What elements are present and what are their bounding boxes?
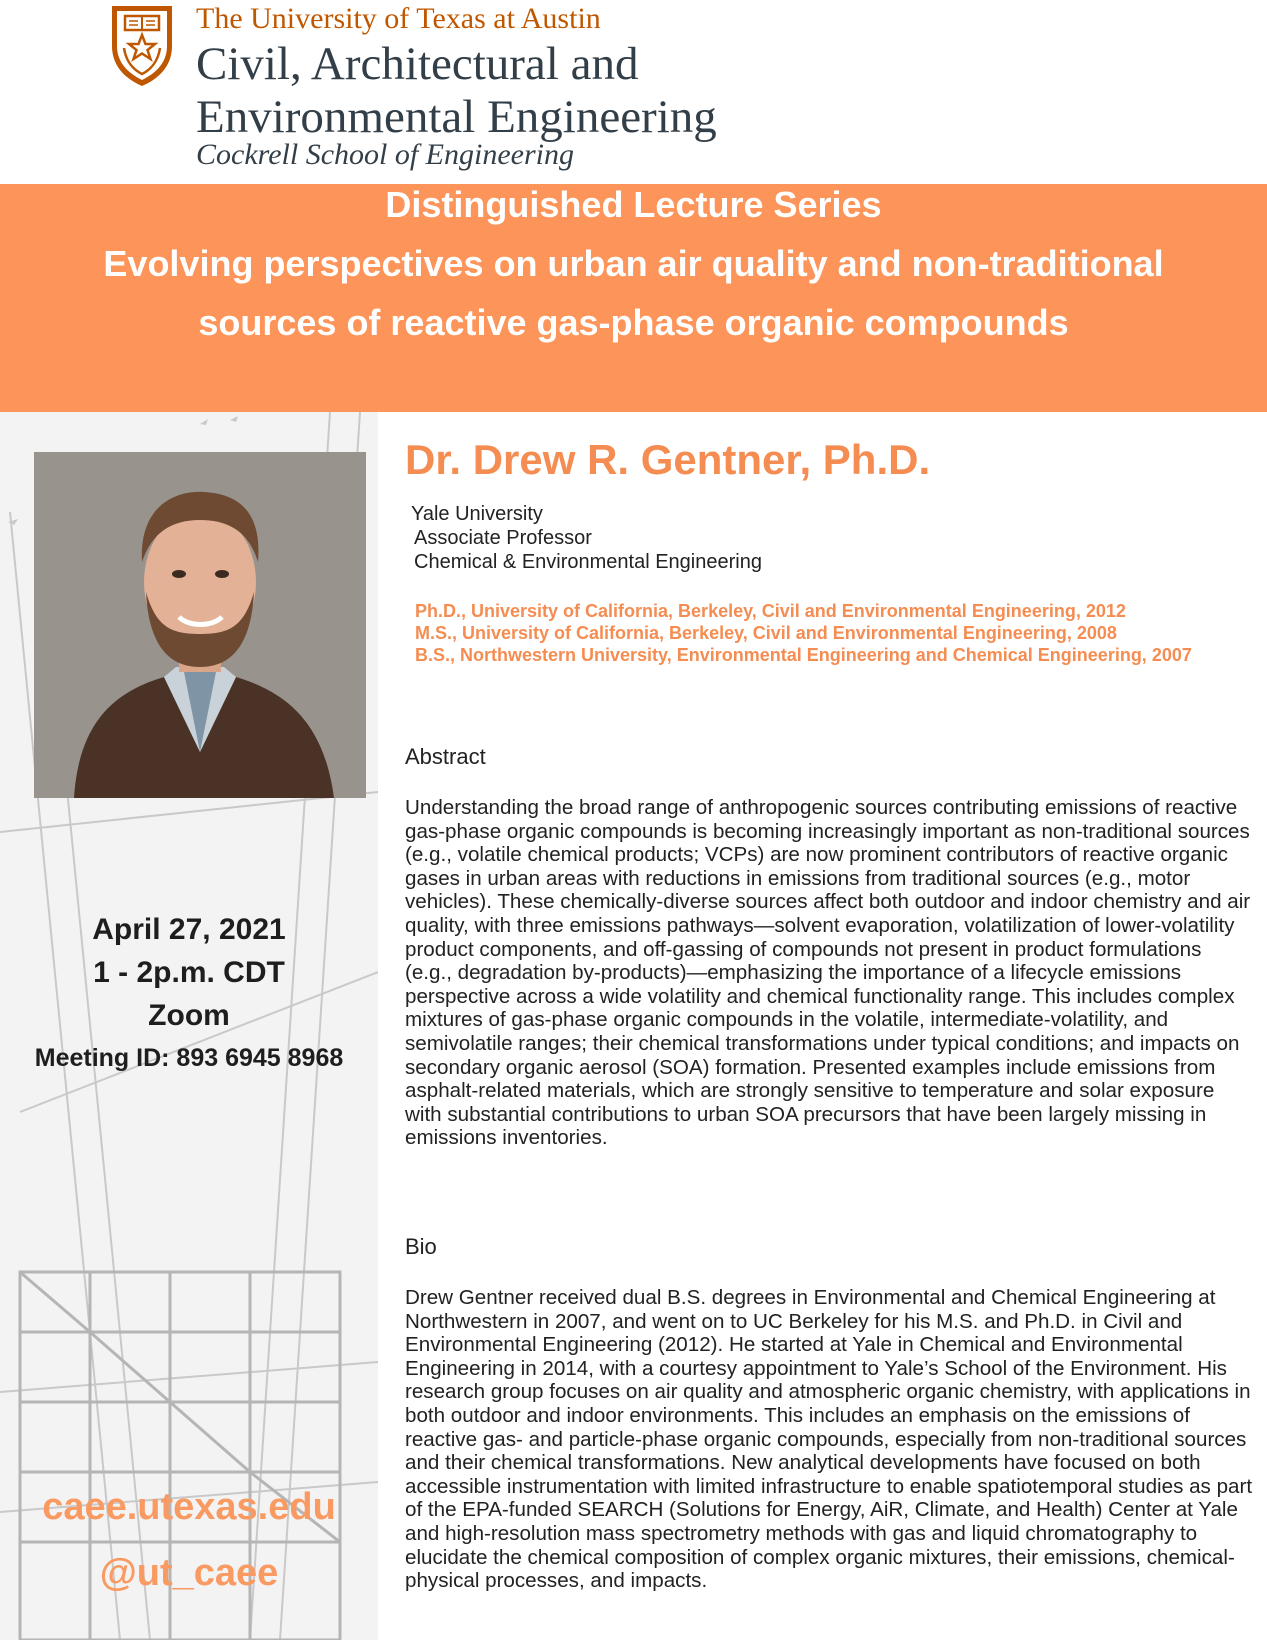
event-time: 1 - 2p.m. CDT — [93, 956, 285, 989]
speaker-position: Associate Professor — [414, 527, 592, 549]
contact-links — [0, 1474, 378, 1606]
social-handle[interactable]: @ut_caee — [99, 1552, 279, 1594]
degree-ms: M.S., University of California, Berkeley, Civil and Environmental Engineering, 2008 — [415, 623, 1117, 643]
lecture-title: Evolving perspectives on urban air quality and non-traditional sources of reactive gas-phase organic compounds — [103, 243, 1164, 343]
speaker-department: Chemical & Environmental Engineering — [414, 551, 762, 573]
speaker-name: Dr. Drew R. Gentner, Ph.D. — [405, 436, 931, 483]
meeting-id: Meeting ID: 893 6945 8968 — [34, 1044, 344, 1072]
speaker-photo — [34, 452, 366, 798]
header — [0, 0, 1267, 184]
event-venue: Zoom — [148, 999, 230, 1032]
university-name: The University of Texas at Austin — [196, 2, 601, 35]
lecture-series-label: Distinguished Lecture Series — [385, 184, 882, 225]
bio-text: Drew Gentner received dual B.S. degrees in Environmental and Chemical Engineering at Northwestern in 2007, and went on to UC Berkeley for his M.S. and Ph.D. in Civil and Environmental Engineering (2012). He started at Yale in Chemical and Environmental Engineering in 2014, with a courtesy appointment to Yale’s School of the Environment. His research group focuses on air quality and atmospheric organic chemistry, with applications in both outdoor and indoor environments. This includes an emphasis on the emissions of reactive gas- and particle-phase organic compounds, especially from non-traditional sources and their chemical transformations. New analytical developments have focused on both accessible instrumentation with limited infrastructure to enable spatiotemporal studies as part of the EPA-funded SEARCH (Solutions for Energy, AiR, Climate, and Health) Center at Yale and high-resolution mass spectrometry methods with gas and liquid chromatography to elucidate the chemical composition of complex organic mixtures, their emissions, chemical-physical processes, and impacts. — [405, 1286, 1253, 1593]
department-line-2: Environmental Engineering — [196, 91, 717, 143]
department-line-1: Civil, Architectural and — [196, 38, 639, 90]
title-banner — [0, 184, 1267, 412]
degree-bs: B.S., Northwestern University, Environmental Engineering and Chemical Engineering, 2007 — [415, 645, 1192, 665]
website-link[interactable]: caee.utexas.edu — [42, 1486, 336, 1528]
degree-phd: Ph.D., University of California, Berkeley, Civil and Environmental Engineering, 2012 — [415, 601, 1126, 621]
bio-heading: Bio — [405, 1234, 437, 1259]
left-panel — [0, 412, 378, 1640]
abstract-heading: Abstract — [405, 744, 486, 769]
ut-seal-icon — [108, 2, 176, 88]
speaker-affiliation — [411, 502, 762, 574]
degree-list — [415, 600, 1255, 666]
department-name — [196, 38, 717, 144]
event-details — [0, 908, 378, 1075]
event-date: April 27, 2021 — [92, 913, 286, 946]
school-name: Cockrell School of Engineering — [196, 138, 574, 171]
speaker-institution: Yale University — [411, 503, 543, 525]
abstract-text: Understanding the broad range of anthropogenic sources contributing emissions of reactive gas-phase organic compounds is becoming increasingly important as non-traditional sources (e.g., volatile chemical products; VCPs) are now prominent contributors of reactive organic gases in urban areas with reductions in emissions from traditional sources (e.g., motor vehicles). These chemically-diverse sources affect both outdoor and indoor chemistry and air quality, with three emissions pathways—solvent evaporation, volatilization of lower-volatility product components, and off-gassing of compounds not present in product formulations (e.g., degradation by-products)—emphasizing the importance of a lifecycle emissions perspective across a wide volatility and chemical functionality range. This includes complex mixtures of gas-phase organic compounds in the volatile, intermediate-volatility, and semivolatile ranges; their chemical transformations under typical conditions; and impacts on secondary organic aerosol (SOA) formation. Presented examples include emissions from asphalt-related materials, which are strongly sensitive to temperature and solar exposure with substantial contributions to urban SOA precursors that have been largely missing in emissions inventories. — [405, 796, 1251, 1150]
